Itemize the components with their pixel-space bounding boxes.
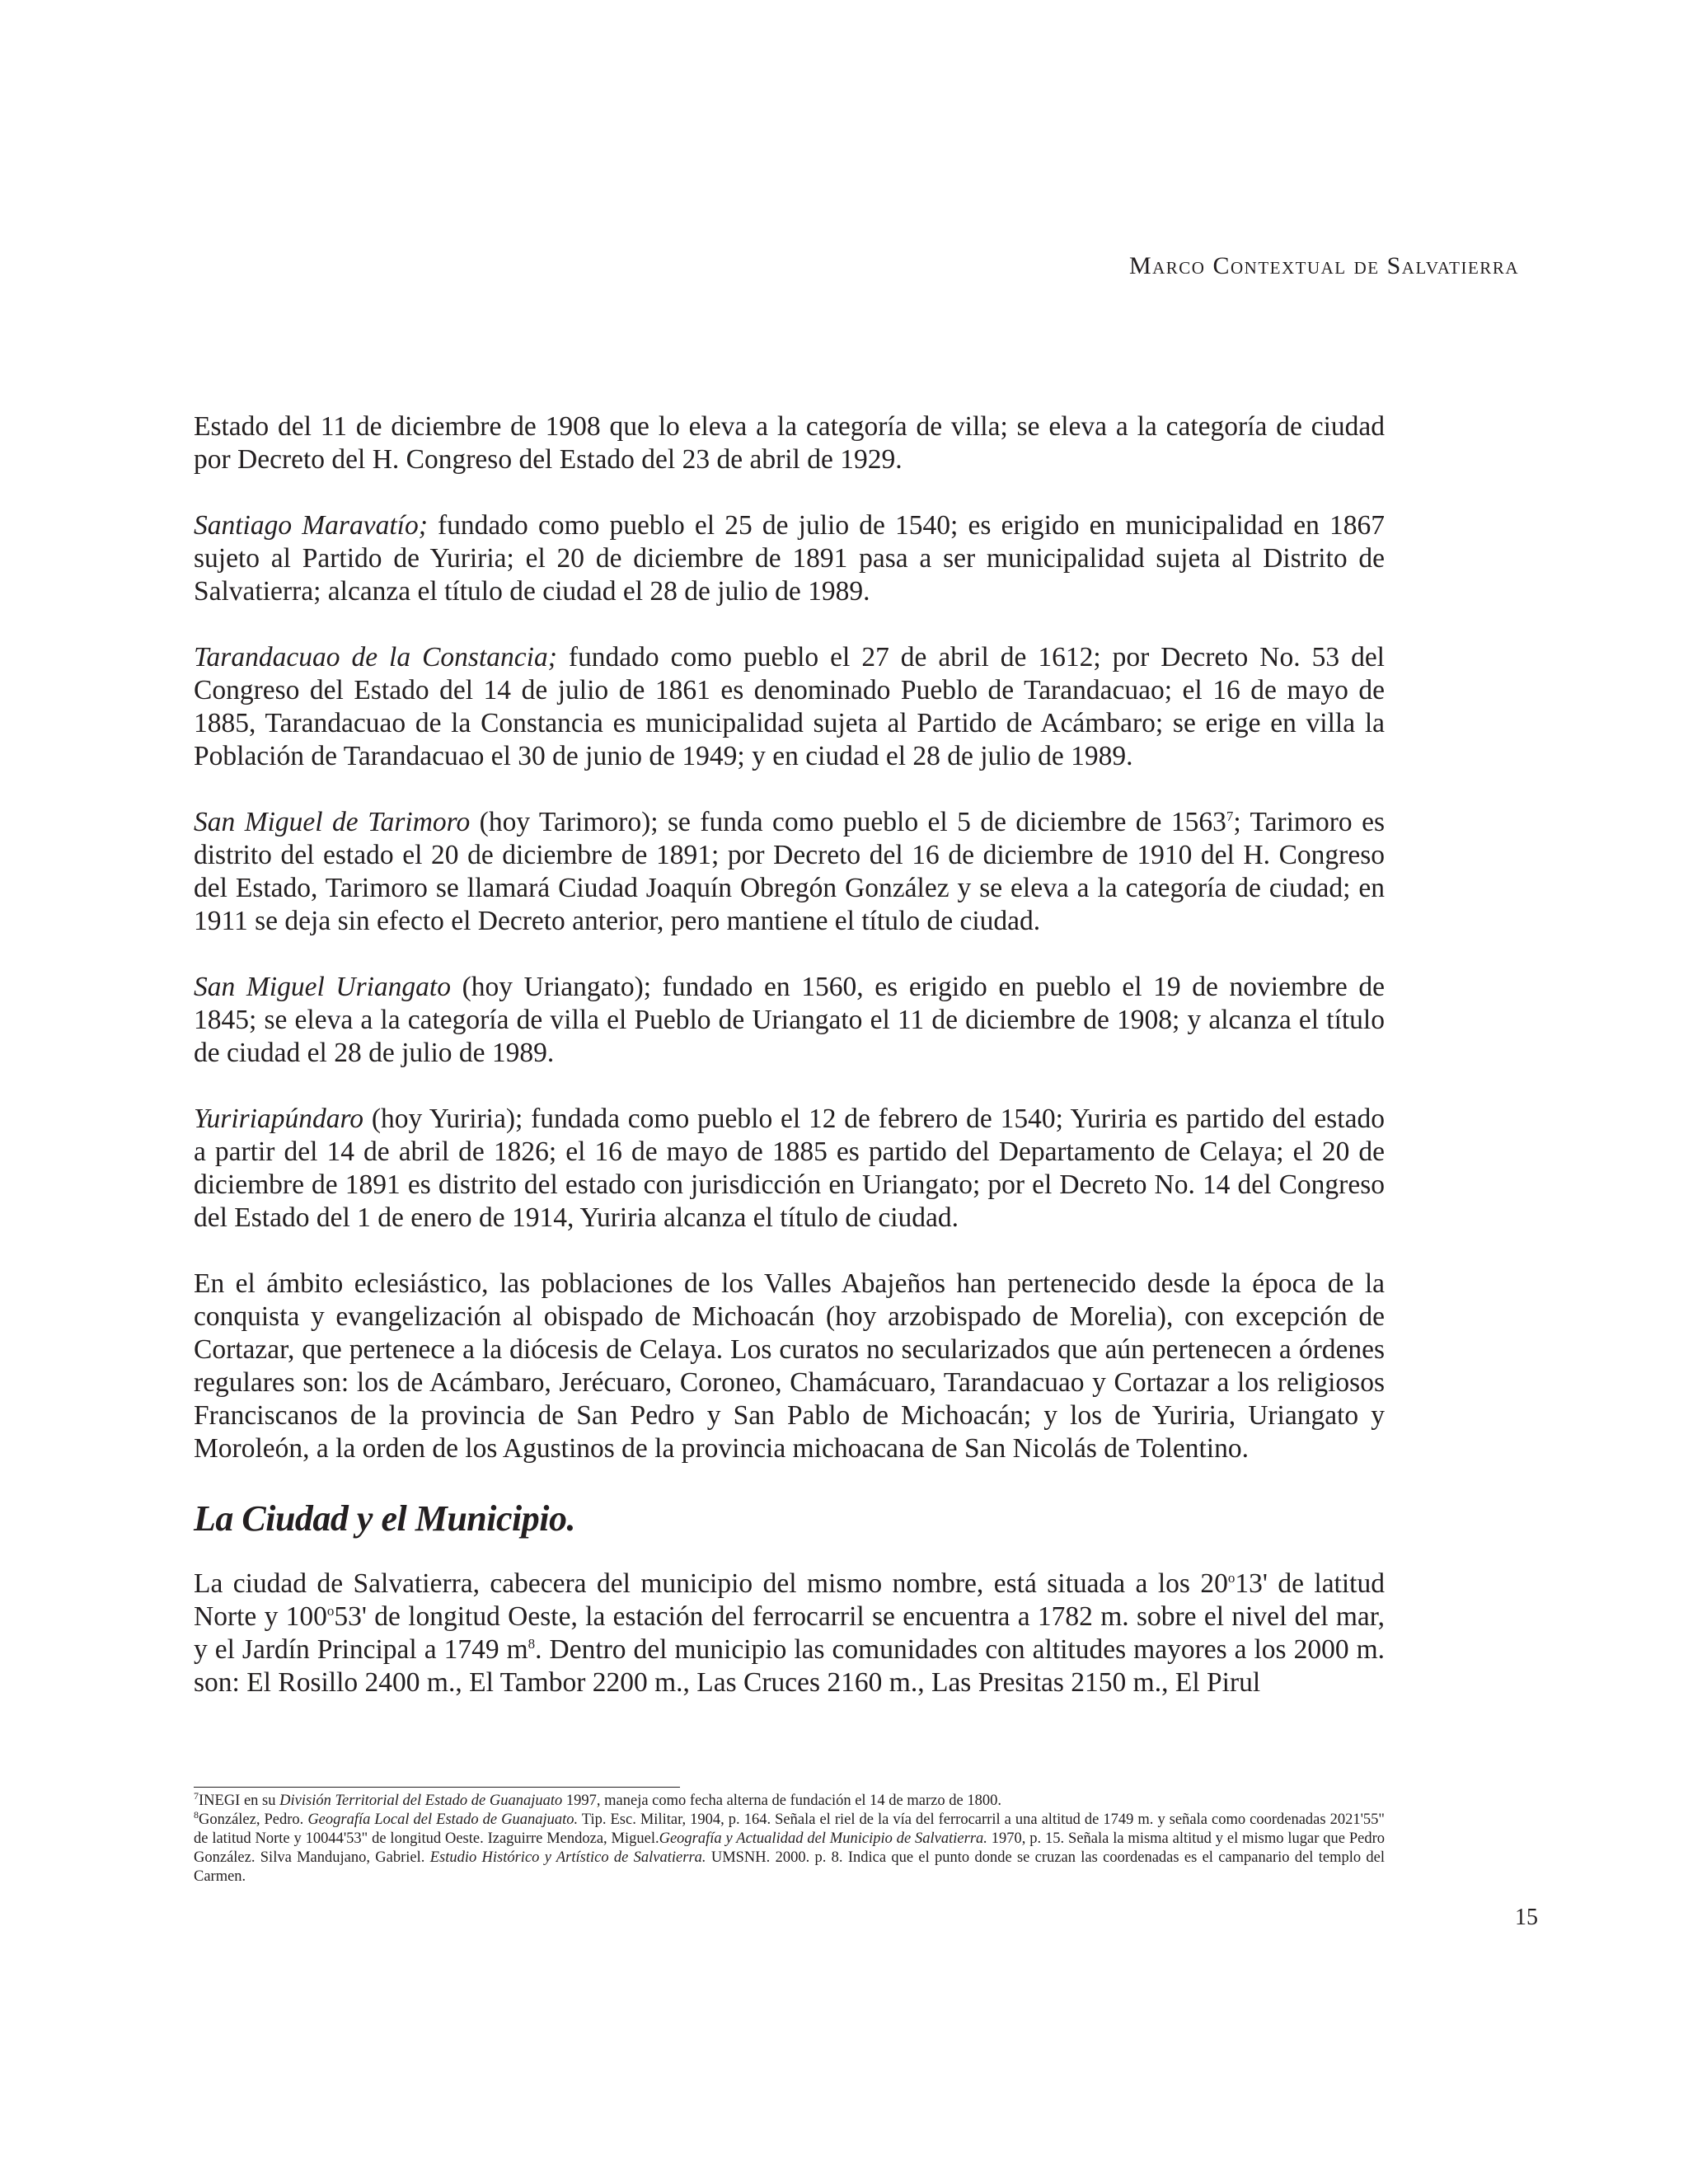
footnote-8: $^8$González, Pedro. Geografía Local del Estado de Guanajuato. Tip. Esc. Militar, 1904, p. 164. Señala el riel de la vía del ferrocarril a una altitud de 1749 m. y señala como coordenadas 2021'55" de latitud Norte y 10044'53" de longitud Oeste. Izaguirre Mendoza, Miguel.Geografía y Actualidad del Municipio de Salvatierra. 1970, p. 15. Señala la misma altitud y el mismo lugar que Pedro González. Silva Mandujano, Gabriel. Estudio Histórico y Artístico de Salvatierra. UMSNH. 2000. p. 8. Indica que el punto donde se cruzan las coordenadas es el campanario del templo del Carmen.	[194, 1808, 1385, 1885]
paragraph-santiago-maravatio: Santiago Maravatío; fundado como pueblo el 25 de julio de 1540; es erigido en municipalidad en 1867 sujeto al Partido de Yuriria; el 20 de diciembre de 1891 pasa a ser municipalidad sujeta al Distrito de Salvatierra; alcanza el título de ciudad el 28 de julio de 1989.	[194, 510, 1385, 607]
place-name: Tarandacuao de la Constancia;	[194, 642, 557, 673]
page-number: 15	[1515, 1905, 1538, 1930]
paragraph-tarimoro: San Miguel de Tarimoro (hoy Tarimoro); se funda como pueblo el 5 de diciembre de 1563$^7$; Tarimoro es distrito del estado el 20 de diciembre de 1891; por Decreto del 16 de diciembre de 1910 del H. Congreso del Estado, Tarimoro se llamará Ciudad Joaquín Obregón González y se eleva a la categoría de ciudad; en 1911 se deja sin efecto el Decreto anterior, pero mantiene el título de ciudad.	[194, 807, 1385, 936]
paragraph-uriangato: San Miguel Uriangato (hoy Uriangato); fundado en 1560, es erigido en pueblo el 19 de noviembre de 1845; se eleva a la categoría de villa el Pueblo de Uriangato el 11 de diciembre de 1908; y alcanza el título de ciudad el 28 de julio de 1989.	[194, 972, 1386, 1068]
section-heading: La Ciudad y el Municipio.	[194, 1498, 575, 1539]
footnote-divider	[194, 1787, 680, 1788]
main-text	[194, 410, 1385, 1732]
place-name: Santiago Maravatío;	[194, 510, 428, 541]
place-name: Yuririapúndaro	[194, 1104, 364, 1134]
footnote-7: $^7$INEGI en su División Territorial del Estado de Guanajuato 1997, maneja como fecha alterna de fundación el 14 de marzo de 1800.	[194, 1789, 1001, 1809]
paragraph-ecclesiastical: En el ámbito eclesiástico, las poblaciones de los Valles Abajeños han pertenecido desde la época de la conquista y evangelización al obispado de Michoacán (hoy arzobispado de Morelia), con excepción de Cortazar, que pertenece a la diócesis de Celaya. Los curatos no secularizados que aún pertenecen a órdenes regulares son: los de Acámbaro, Jerécuaro, Coroneo, Chamácuaro, Tarandacuao y Cortazar a los religiosos Franciscanos de la provincia de San Pedro y San Pablo de Michoacán; y los de Yuriria, Uriangato y Moroleón, a la orden de los Agustinos de la provincia michoacana de San Nicolás de Tolentino.	[194, 1268, 1385, 1464]
degree-mark: o	[1227, 1569, 1236, 1586]
place-name: San Miguel Uriangato	[194, 972, 451, 1002]
footnotes	[194, 1789, 1385, 1886]
footnote-ref-8[interactable]: 8	[528, 1635, 536, 1652]
footnote-mark: 8	[194, 1808, 199, 1821]
paragraph-salvatierra-continuation: Estado del 11 de diciembre de 1908 que lo eleva a la categoría de villa; se eleva a la categoría de ciudad por Decreto del H. Congreso del Estado del 23 de abril de 1929.	[194, 411, 1385, 475]
place-name: San Miguel de Tarimoro	[194, 807, 471, 837]
running-header: Marco Contextual de Salvatierra	[1128, 252, 1519, 279]
paragraph-city-location: La ciudad de Salvatierra, cabecera del municipio del mismo nombre, está situada a los 20$^o$13' de latitud Norte y 100$^o$53' de longitud Oeste, la estación del ferrocarril se encuentra a 1782 m. sobre el nivel del mar, y el Jardín Principal a 1749 $m^8$. Dentro del municipio las comunidades con altitudes mayores a los 2000 m. son: El Rosillo 2400 m., El Tambor 2200 m., Las Cruces 2160 m., Las Presitas 2150 m., El Pirul	[194, 1568, 1386, 1698]
paragraph-yuriria: Yuririapúndaro (hoy Yuriria); fundada como pueblo el 12 de febrero de 1540; Yuriria es partido del estado a partir del 14 de abril de 1826; el 16 de mayo de 1885 es partido del Departamento de Celaya; el 20 de diciembre de 1891 es distrito del estado con jurisdicción en Uriangato; por el Decreto No. 14 del Congreso del Estado del 1 de enero de 1914, Yuriria alcanza el título de ciudad.	[194, 1104, 1385, 1233]
footnote-ref-7[interactable]: 7	[1226, 808, 1234, 824]
footnote-mark: 7	[194, 1789, 199, 1802]
paragraph-tarandacuao: Tarandacuao de la Constancia; fundado como pueblo el 27 de abril de 1612; por Decreto No. 53 del Congreso del Estado del 14 de julio de 1861 es denominado Pueblo de Tarandacuao; el 16 de mayo de 1885, Tarandacuao de la Constancia es municipalidad sujeta al Partido de Acámbaro; se erige en villa la Población de Tarandacuao el 30 de junio de 1949; y en ciudad el 28 de julio de 1989.	[194, 642, 1385, 771]
degree-mark: o	[326, 1602, 335, 1619]
